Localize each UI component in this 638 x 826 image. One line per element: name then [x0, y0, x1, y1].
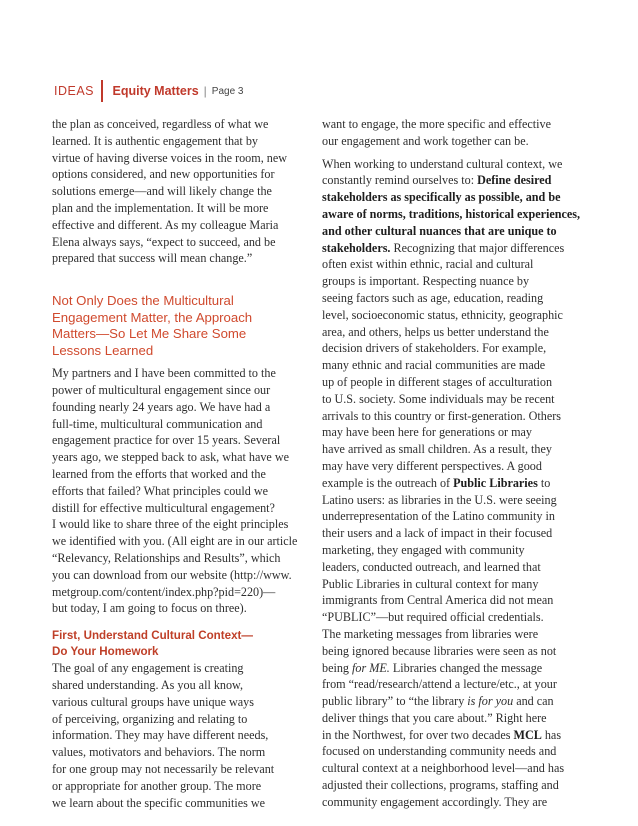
left-paragraph-2: My partners and I have been committed to the power of multicultural engagement since our founding nearly 24 years ago. We have had a full-time, multicultural communication and engagement practice for over 15 years. Several years ago, we stepped back to ask, what have we learned from the efforts that worked and the efforts that failed? What principles could we distill for effective multicultural engagement? I would like to share three of the eight principles we identified with you. (All eight are in our article “Relevancy, Relationships and Results”, which you can download from our website (http://www. metgroup.com/content/index.php?pid=220)— but today, I am going to focus on three). — [52, 366, 298, 616]
right-paragraph-2: When working to understand cultural context, we constantly remind ourselves to: Define desired stakeholders as specifically as possible, and be aware of norms, traditions, historical experiences, and other cultural nuances that are unique to stakeholders. Recognizing that major differences often exist within ethnic, racial and cultural groups is important. Respecting nuance by seeing factors such as age, education, reading level, socioeconomic status, ethnicity, geographic area, and others, helps us better understand the decision drivers of stakeholders. For example, many ethnic and racial communities are made up of people in different stages of acculturation to U.S. society. Some individuals may be recent arrivals to this country or first-generation. Others may have been here for generations or may have arrived as small children. As a result, they may have very different perspectives. A good example is the outreach of Public Libraries to Latino users: as libraries in the U.S. were seeing underrepresentation of the Latino community in their users and a lack of impact in their focused marketing, they engaged with community leaders, conducted outreach, and learned that Public Libraries in cultural context for many immigrants from Central America did not mean “PUBLIC”—but required official credentials. The marketing messages from libraries were being ignored because libraries were seen as not being for ME. Libraries changed the message from “read/research/attend a lecture/etc., at your public library” to “the library is for you and can deliver things that you care about.” Right here in the Northwest, for over two decades MCL has focused on understanding community needs and cultural context at a neighborhood level—and has adjusted their collections, programs, staffing and community engagement accordingly. They are — [322, 156, 581, 809]
section-heading-lessons: Not Only Does the Multicultural Engagement Matter, the Approach Matters—So Let Me Share Some Lessons Learned — [52, 293, 253, 358]
right-paragraph-1: want to engage, the more specific and effective our engagement and work together can be. — [322, 117, 551, 148]
header-divider — [101, 80, 103, 102]
page-header — [54, 80, 243, 102]
right-column — [322, 116, 590, 811]
page-number: Page 3 — [211, 85, 244, 97]
subheading-cultural-context: First, Understand Cultural Context— Do Your Homework — [52, 629, 253, 659]
left-paragraph-3: The goal of any engagement is creating shared understanding. As you all know, various cultural groups have unique ways of perceiving, organizing and relating to information. They may have different needs, values, motivators and behaviors. The norm for one group may not necessarily be relevant or appropriate for another group. The more we learn about the specific communities we — [52, 661, 275, 810]
section-label: IDEAS — [54, 84, 95, 98]
left-paragraph-1: the plan as conceived, regardless of what we learned. It is authentic engagement that by virtue of having diverse voices in the room, new options considered, and new opportunities for solutions emerge—and will likely change the plan and the implementation. It will be more effective and different. As my colleague Maria Elena always says, “expect to succeed, and be prepared that success will mean change.” — [52, 117, 287, 266]
series-title: Equity Matters — [112, 84, 199, 98]
header-pipe: | — [203, 84, 207, 98]
left-column — [52, 116, 310, 811]
